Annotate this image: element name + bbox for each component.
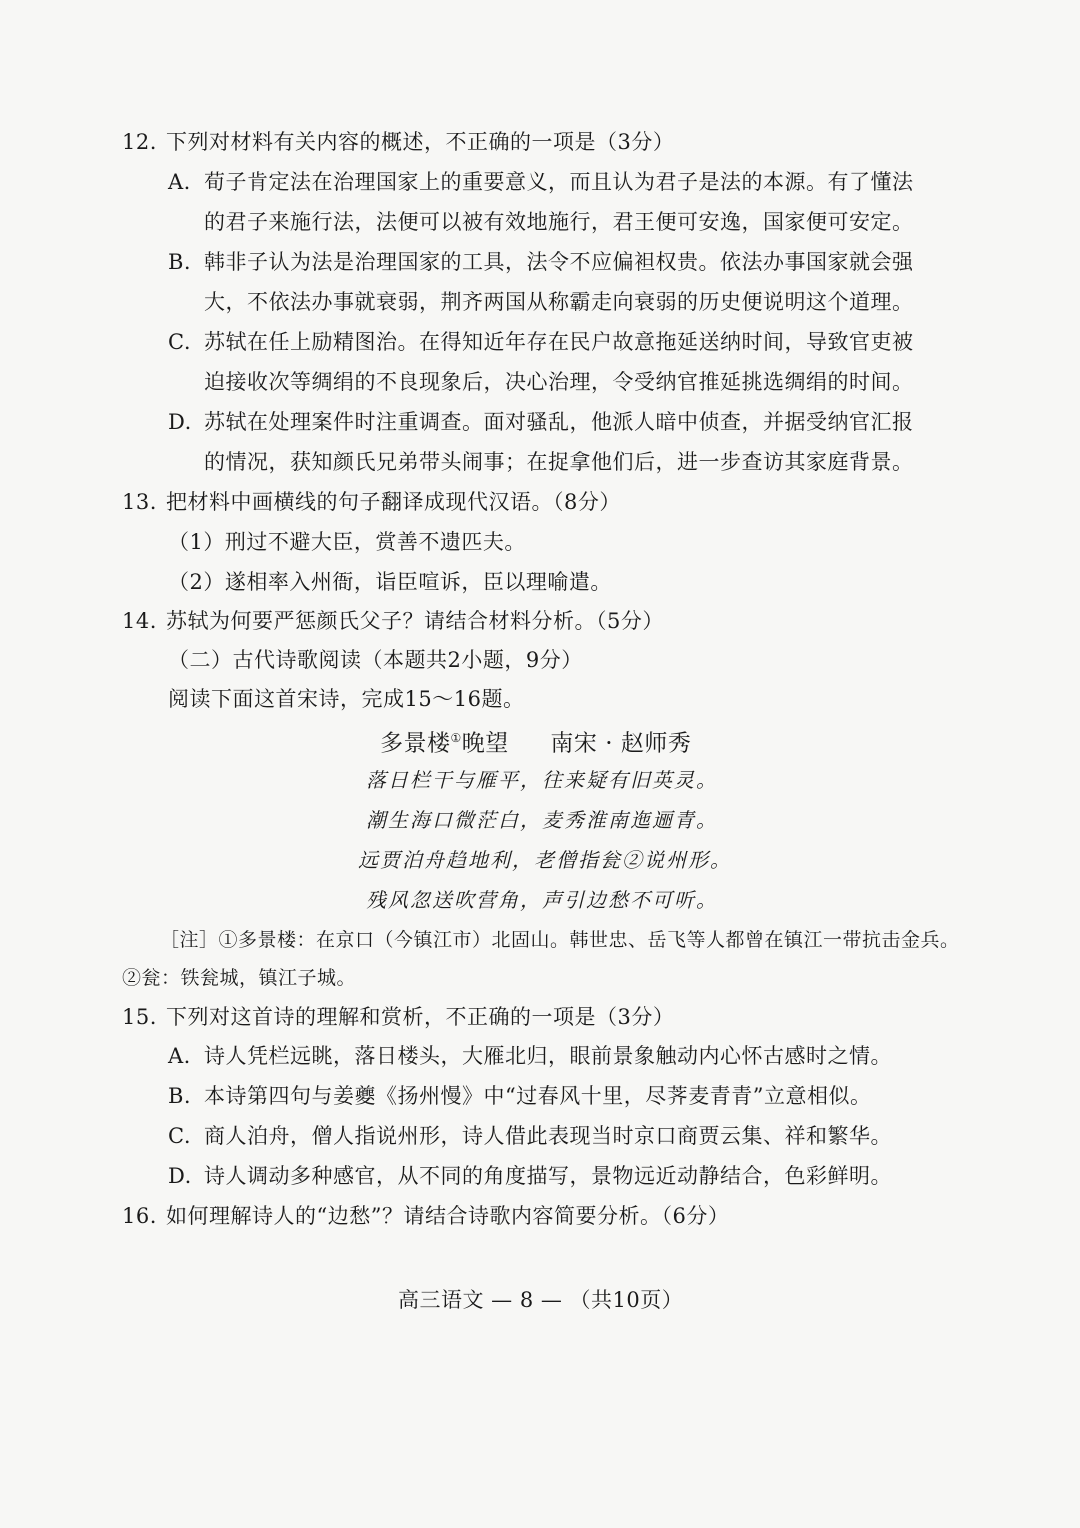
section-heading [168, 646, 583, 674]
note-text: ②瓮：铁瓮城，镇江子城。 [122, 967, 357, 989]
poem-author: 南宋 · 赵师秀 [550, 730, 692, 757]
poem-title [380, 724, 691, 758]
question-number: 15. [122, 1005, 157, 1029]
option-text-line: 韩非子认为法是治理国家的工具，法令不应偏袒权贵。依法办事国家就会强 [204, 250, 914, 274]
option-15b [168, 1082, 871, 1110]
question-15 [122, 1003, 674, 1031]
option-12d-cont [204, 448, 914, 476]
option-12d [168, 408, 914, 436]
option-text-line: 苏轼在任上励精图治。在得知近年存在民户故意拖延送纳时间，导致官吏被 [204, 330, 914, 354]
sub-item-text: （2）遂相率入州衙，诣臣喧诉，臣以理喻遣。 [168, 570, 612, 594]
option-12c [168, 328, 914, 356]
option-label: A. [168, 1044, 191, 1068]
poem-title-note-mark: ① [450, 731, 462, 745]
option-12c-cont [204, 368, 914, 396]
option-15d [168, 1162, 892, 1190]
question-14 [122, 607, 664, 635]
sub-item-text: （1）刑过不避大臣，赏善不遗匹夫。 [168, 530, 526, 554]
poem-note-2 [122, 964, 356, 992]
sub-item-13-1 [168, 528, 526, 556]
poem-line-text: 潮生海口微茫白，麦秀淮南迤逦青。 [366, 808, 718, 832]
option-label: A. [168, 170, 191, 194]
option-text-line: 苏轼在处理案件时注重调查。面对骚乱，他派人暗中侦查，并据受纳官汇报 [204, 410, 914, 434]
option-label: B. [168, 250, 192, 274]
question-13 [122, 488, 621, 516]
question-number: 16. [122, 1204, 157, 1228]
option-text-line: 迫接收次等绸绢的不良现象后，决心治理，令受纳官推延挑选绸绢的时间。 [204, 370, 914, 394]
poem-line-1 [366, 766, 718, 794]
option-12b [168, 248, 914, 276]
question-number: 14. [122, 609, 157, 633]
option-15c [168, 1122, 892, 1150]
option-text: 诗人调动多种感官，从不同的角度描写，景物远近动静结合，色彩鲜明。 [204, 1164, 892, 1188]
option-text-line: 的君子来施行法，法便可以被有效地施行，君王便可安逸，国家便可安定。 [204, 210, 914, 234]
poem-title-pre: 多景楼 [380, 730, 451, 757]
poem-title-post: 晚望 [461, 730, 509, 757]
option-12b-cont [204, 288, 914, 316]
option-label: D. [168, 1164, 192, 1188]
question-number: 13. [122, 490, 157, 514]
question-stem: 把材料中画横线的句子翻译成现代汉语。（8分） [166, 490, 621, 514]
poem-line-4 [366, 886, 718, 914]
poem-line-text: 远贾泊舟趋地利，老僧指瓮②说州形。 [358, 848, 732, 872]
poem-note-1 [160, 926, 960, 954]
poem-line-text: 落日栏干与雁平，往来疑有旧英灵。 [366, 768, 718, 792]
poem-line-3 [358, 846, 732, 874]
option-text-line: 荀子肯定法在治理国家上的重要意义，而且认为君子是法的本源。有了懂法 [204, 170, 914, 194]
question-number: 12. [122, 130, 157, 154]
note-text: ［注］①多景楼：在京口（今镇江市）北固山。韩世忠、岳飞等人都曾在镇江一带抗击金兵。 [160, 929, 960, 951]
option-text-line: 的情况，获知颜氏兄弟带头闹事；在捉拿他们后，进一步查访其家庭背景。 [204, 450, 914, 474]
option-text: 诗人凭栏远眺，落日楼头，大雁北归，眼前景象触动内心怀古感时之情。 [204, 1044, 892, 1068]
option-text-line: 大，不依法办事就衰弱，荆齐两国从称霸走向衰弱的历史便说明这个道理。 [204, 290, 914, 314]
poem-line-text: 残风忽送吹营角，声引边愁不可听。 [366, 888, 718, 912]
section-heading-text: （二）古代诗歌阅读（本题共2小题，9分） [168, 648, 583, 672]
question-stem: 如何理解诗人的“边愁”？请结合诗歌内容简要分析。（6分） [166, 1204, 730, 1228]
option-15a [168, 1042, 892, 1070]
option-text: 商人泊舟，僧人指说州形，诗人借此表现当时京口商贾云集、祥和繁华。 [204, 1124, 892, 1148]
question-stem: 苏轼为何要严惩颜氏父子？请结合材料分析。（5分） [166, 609, 664, 633]
option-label: D. [168, 410, 192, 434]
option-label: B. [168, 1084, 192, 1108]
option-label: C. [168, 1124, 191, 1148]
poem-line-2 [366, 806, 718, 834]
question-stem: 下列对材料有关内容的概述，不正确的一项是（3分） [166, 130, 675, 154]
question-12 [122, 128, 674, 156]
option-label: C. [168, 330, 191, 354]
option-12a [168, 168, 914, 196]
section-instruction [168, 685, 524, 713]
section-instruction-text: 阅读下面这首宋诗，完成15～16题。 [168, 687, 525, 711]
question-16 [122, 1202, 729, 1230]
option-text: 本诗第四句与姜夔《扬州慢》中“过春风十里，尽荠麦青青”立意相似。 [204, 1084, 872, 1108]
option-12a-cont [204, 208, 914, 236]
page-footer [398, 1286, 683, 1314]
sub-item-13-2 [168, 568, 612, 596]
question-stem: 下列对这首诗的理解和赏析，不正确的一项是（3分） [166, 1005, 675, 1029]
page-footer-text: 高三语文 — 8 — （共10页） [398, 1288, 684, 1312]
